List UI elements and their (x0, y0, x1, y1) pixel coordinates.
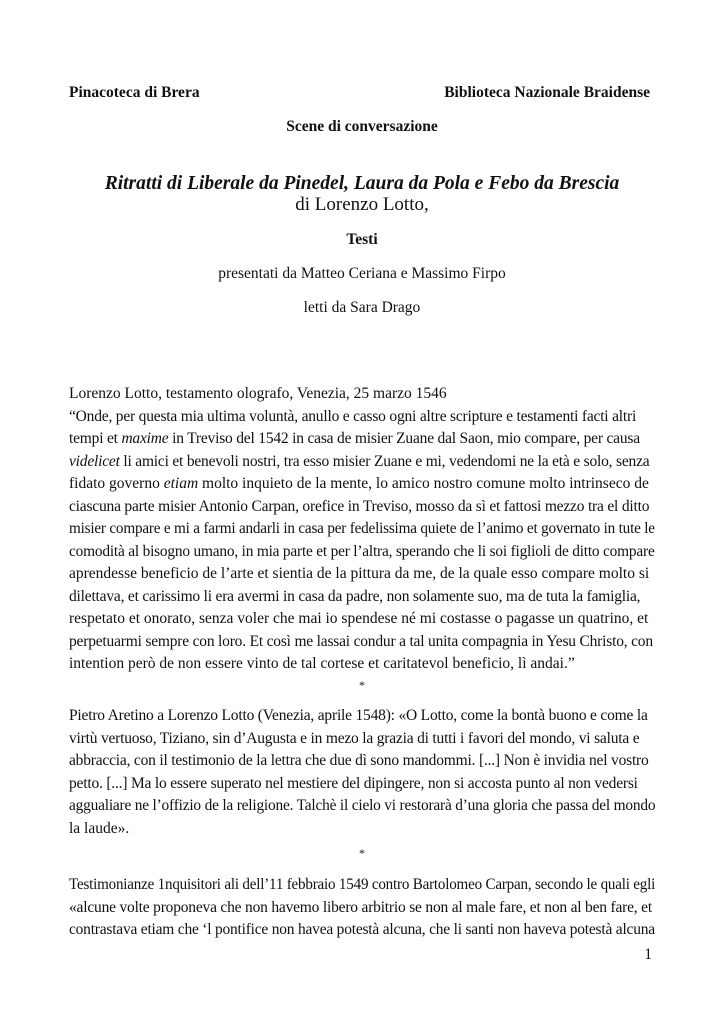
paragraph-line: respetato et onorato, senza voler che mai io spendese né mi costasse o pagasse un quatrino, et (69, 610, 649, 627)
paragraph-line: Pietro Aretino a Lorenzo Lotto (Venezia, aprile 1548): «O Lotto, come la bontà buono e come la (69, 707, 648, 724)
section-separator: * (359, 846, 365, 860)
paragraph-line: fidato governo etiam molto inquieto de la mente, lo amico nostro comune molto intrinseco de (69, 475, 649, 492)
paragraph-line: comodità al bisogno umano, in mia parte et per l’altra, sperando che li soi figlioli de ditto compare (69, 542, 655, 560)
paragraph-line: virtù vertuoso, Tiziano, sin d’Augusta e in mezo la grazia di tutti i favori del mondo, vi saluta e (69, 729, 640, 747)
paragraph-line: videlicet li amici et benevoli nostri, tra esso misier Zuane e mi, vedendomi ne la età e solo, senza (69, 452, 650, 470)
paragraph-line: aggualiare ne l’offizio de la religione. Talchè il cielo vi restorarà d’una gloria che passa del mondo (69, 797, 656, 814)
aretino-letter-section (69, 705, 655, 840)
event-subtitle: Scene di conversazione (286, 118, 438, 135)
header-institution-right: Biblioteca Nazionale Braidense (444, 84, 650, 101)
paragraph-line: misier compare e mi a farmi andarli in casa per fedelissima quiete de l’animo et governato in tute le (69, 520, 655, 537)
paragraph-line: abbraccia, con il testimonio de la lettra che due dì sono mandommi. [...] Non è invidia nel vostro (69, 752, 649, 769)
paragraph-line: dilettava, et carissimo li era avermi in casa da padre, non solamente suo, ma de tuta la famiglia, (69, 587, 641, 605)
section-label: Testi (346, 231, 378, 248)
section-separator: * (359, 678, 365, 692)
page-number: 1 (644, 946, 652, 963)
paragraph-line: aprendesse beneficio de l’arte et sientia de la pittura da me, de la quale esso compare molto si (69, 565, 650, 582)
document-title: Ritratti di Liberale da Pinedel, Laura da Pola e Febo da Brescia (104, 173, 620, 194)
paragraph-line: «alcune volte proponeva che non havemo libero arbitrio se non al male fare, et non al ben fare, et (69, 898, 652, 916)
paragraph-line: Testimonianze 1nquisitori ali dell’11 febbraio 1549 contro Bartolomeo Carpan, secondo le quali egli (69, 876, 656, 893)
paragraph-line: la laude». (69, 819, 130, 837)
header-institution-left: Pinacoteca di Brera (69, 84, 200, 101)
paragraph-line: perpetuarmi sempre con loro. Et così me lassai condur a tal unita compagnia in Yesu Christo, con (69, 632, 653, 650)
title-author: di Lorenzo Lotto, (295, 194, 429, 215)
paragraph-line: tempi et maxime in Treviso del 1542 in casa de misier Zuane dal Saon, mio compare, per causa (69, 430, 640, 447)
paragraph-line: “Onde, per questa mia ultima voluntà, anullo e casso ogni altre scripture e testamenti facti altri (69, 407, 637, 425)
testimonies-section (69, 874, 655, 942)
paragraph-line: contrastava etiam che ‘l pontifice non havea potestà alcuna, che li santi non haveva potestà alcuna (69, 921, 655, 938)
paragraph-line: petto. [...] Ma lo essere superato nel mestiere del dipingere, non si accosta punto al non vedersi (69, 774, 638, 792)
paragraph-line: ciascuna parte misier Antonio Carpan, orefice in Treviso, mosso da sì et fattosi mezzo tra el ditto (69, 497, 650, 515)
paragraph-line: intention però de non essere vinto de tal cortese et caritatevol beneficio, lì andai.” (69, 655, 575, 672)
reader-line: letti da Sara Drago (303, 299, 421, 316)
testament-section (69, 383, 655, 676)
testament-heading: Lorenzo Lotto, testamento olografo, Venezia, 25 marzo 1546 (69, 385, 447, 402)
presenters-line: presentati da Matteo Ceriana e Massimo Firpo (218, 265, 506, 282)
